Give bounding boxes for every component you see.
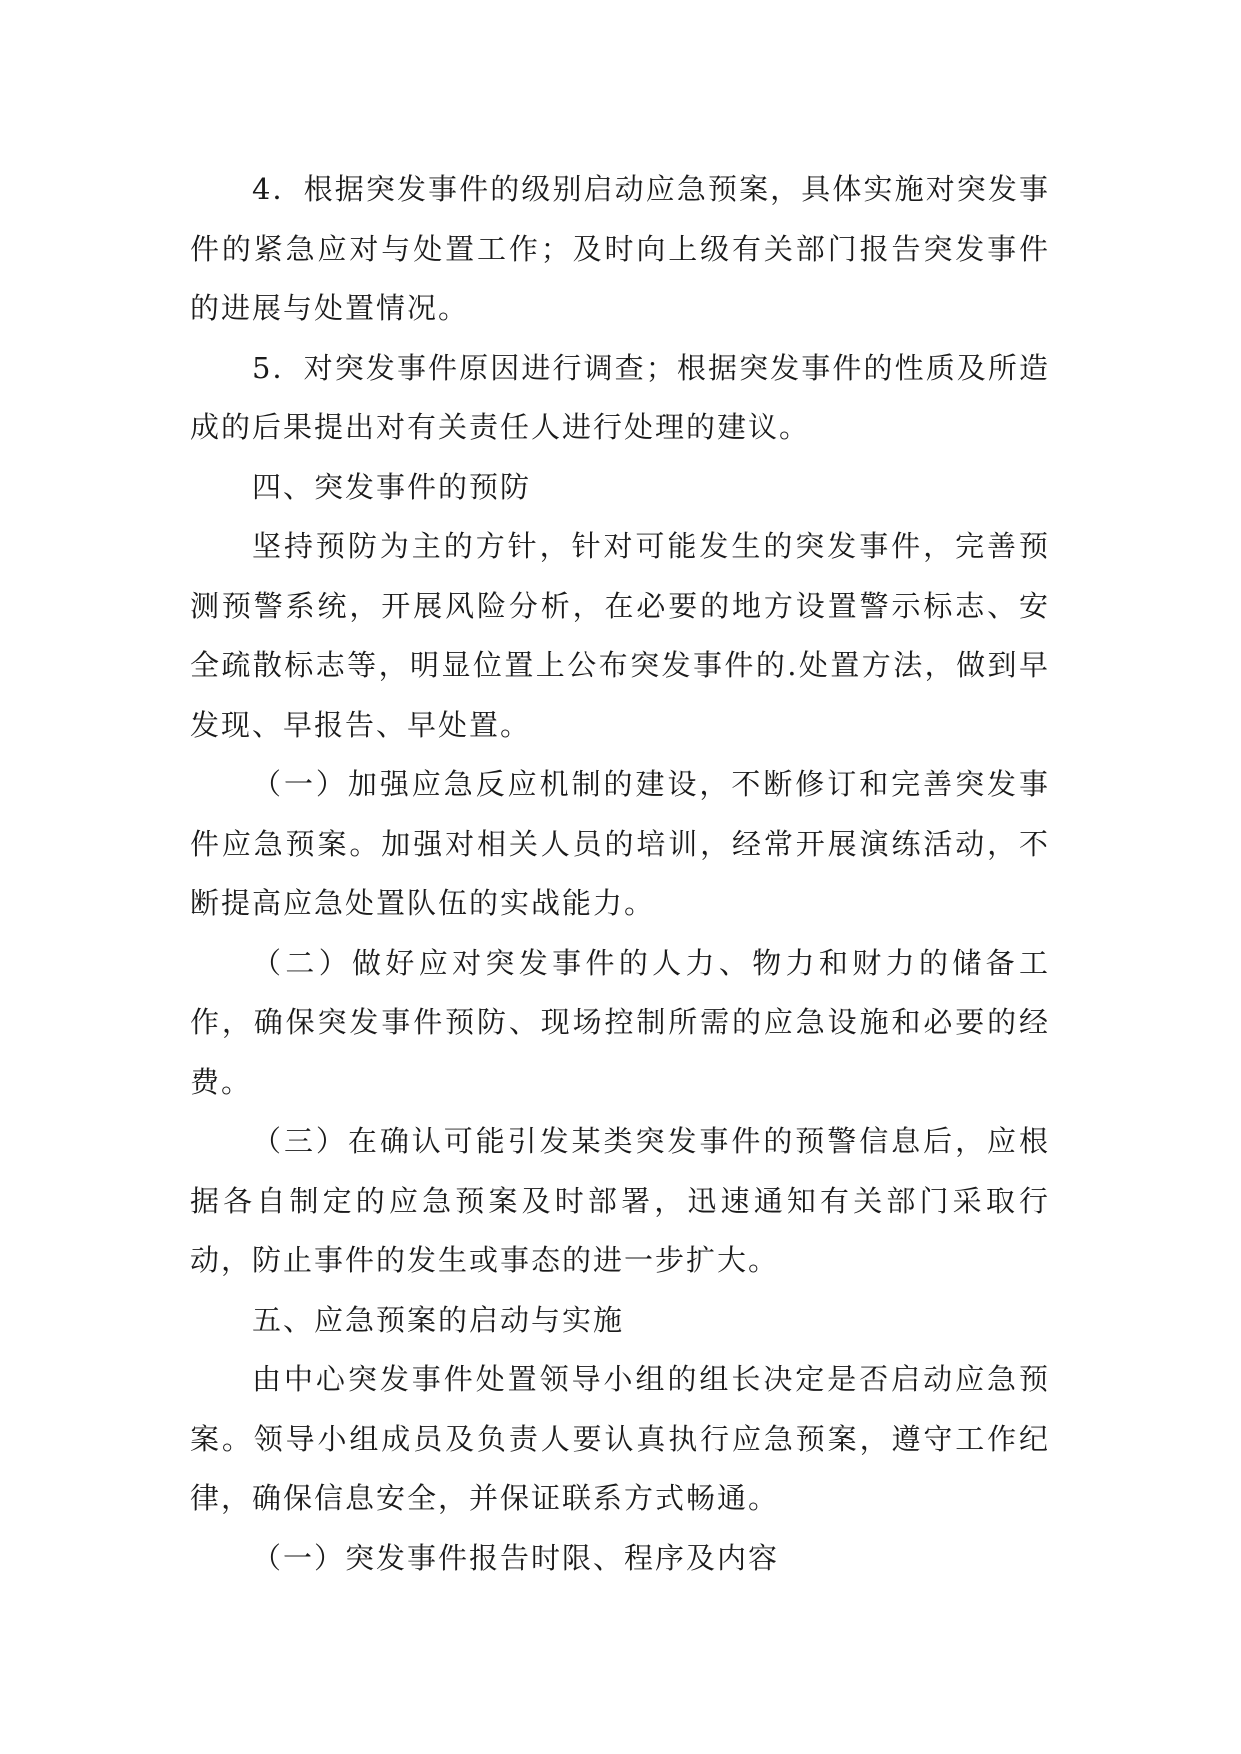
subsection-heading-reporting: （一）突发事件报告时限、程序及内容 bbox=[252, 1540, 780, 1575]
paragraph-item-5: 5．对突发事件原因进行调查；根据突发事件的性质及所造成的后果提出对有关责任人进行处理的建议。 bbox=[190, 350, 1050, 444]
section-heading-prevention: 四、突发事件的预防 bbox=[252, 469, 532, 504]
paragraph-prevention-1: （一）加强应急反应机制的建设，不断修订和完善突发事件应急预案。加强对相关人员的培训，经常开展演练活动，不断提高应急处置队伍的实战能力。 bbox=[190, 767, 1050, 920]
paragraph-prevention-policy: 坚持预防为主的方针，针对可能发生的突发事件，完善预测预警系统，开展风险分析，在必要的地方设置警示标志、安全疏散标志等，明显位置上公布突发事件的.处置方法，做到早发现、早报告、早处置。 bbox=[190, 529, 1050, 742]
paragraph-prevention-2: （二）做好应对突发事件的人力、物力和财力的储备工作，确保突发事件预防、现场控制所需的应急设施和必要的经费。 bbox=[190, 945, 1050, 1099]
paragraph-prevention-3: （三）在确认可能引发某类突发事件的预警信息后，应根据各自制定的应急预案及时部署，迅速通知有关部门采取行动，防止事件的发生或事态的进一步扩大。 bbox=[190, 1124, 1050, 1277]
paragraph-item-4: 4．根据突发事件的级别启动应急预案，具体实施对突发事件的紧急应对与处置工作；及时向上级有关部门报告突发事件的进展与处置情况。 bbox=[190, 172, 1050, 325]
section-heading-activation: 五、应急预案的启动与实施 bbox=[252, 1302, 625, 1337]
document-body bbox=[190, 160, 1050, 1588]
paragraph-activation: 由中心突发事件处置领导小组的组长决定是否启动应急预案。领导小组成员及负责人要认真执行应急预案，遵守工作纪律，确保信息安全，并保证联系方式畅通。 bbox=[190, 1362, 1050, 1515]
